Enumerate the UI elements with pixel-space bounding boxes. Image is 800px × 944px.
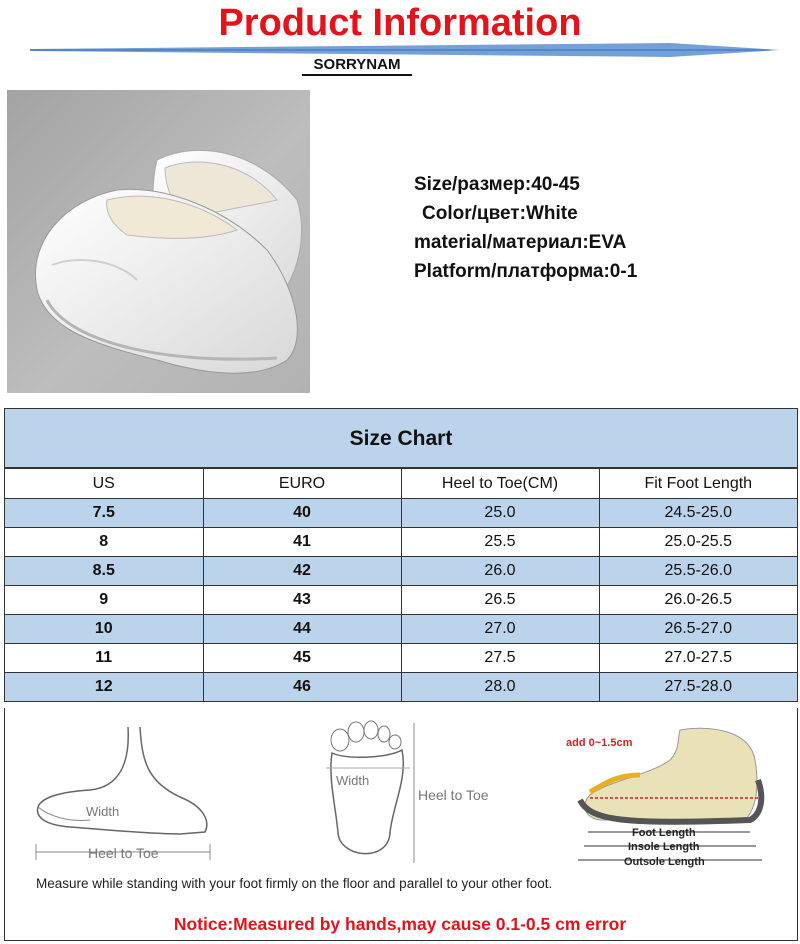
table-cell: 42 [203,557,401,586]
table-row [5,644,797,673]
outsole-length-label: Outsole Length [624,856,705,868]
table-cell: 25.0-25.5 [599,528,797,557]
table-cell: 26.5 [401,586,599,615]
brand-name: SORRYNAM [302,56,412,76]
table-cell: 8.5 [5,557,203,586]
table-row [5,615,797,644]
size-chart [4,408,798,702]
product-photo [7,90,310,393]
notice-text: Notice:Measured by hands,may cause 0.1-0.5 cm error [173,914,627,934]
table-row [5,673,797,702]
top-heel-to-toe-label: Heel to Toe [418,787,489,803]
table-cell: 25.0 [401,499,599,528]
table-cell: 7.5 [5,499,203,528]
column-header: Heel to Toe(CM) [401,469,599,499]
table-cell: 8 [5,528,203,557]
size-chart-title: Size Chart [5,409,797,468]
table-cell: 25.5-26.0 [599,557,797,586]
table-row [5,499,797,528]
table-cell: 45 [203,644,401,673]
table-row [5,528,797,557]
table-cell: 27.5-28.0 [599,673,797,702]
table-cell: 46 [203,673,401,702]
foot-top-view-diagram [318,718,518,868]
side-width-label: Width [86,804,120,819]
size-chart-table [5,468,797,701]
table-cell: 28.0 [401,673,599,702]
page-title: Product Information [218,2,582,44]
foot-side-view-diagram [30,722,220,872]
table-cell: 43 [203,586,401,615]
top-width-label: Width [336,773,370,788]
table-cell: 44 [203,615,401,644]
product-specs [414,170,637,286]
table-header-row [5,469,797,499]
table-cell: 10 [5,615,203,644]
column-header: Fit Foot Length [599,469,797,499]
foot-length-label: Foot Length [632,827,696,839]
spec-size: Size/размер:40-45 [414,174,580,195]
table-row [5,586,797,615]
table-cell: 40 [203,499,401,528]
table-cell: 41 [203,528,401,557]
insole-length-label: Insole Length [628,841,700,853]
shoe-illustration [7,90,310,393]
table-cell: 25.5 [401,528,599,557]
side-heel-to-toe-label: Heel to Toe [88,845,159,861]
table-cell: 27.0-27.5 [599,644,797,673]
table-cell: 27.5 [401,644,599,673]
table-cell: 26.0 [401,557,599,586]
column-header: EURO [203,469,401,499]
table-cell: 9 [5,586,203,615]
add-margin-label: add 0~1.5cm [566,737,633,749]
column-header: US [5,469,203,499]
table-cell: 11 [5,644,203,673]
table-cell: 26.5-27.0 [599,615,797,644]
table-cell: 12 [5,673,203,702]
spec-material: material/материал:EVA [414,232,627,253]
table-cell: 27.0 [401,615,599,644]
measure-instruction: Measure while standing with your foot firmly on the floor and parallel to your other foot. [36,876,553,891]
table-cell: 24.5-25.0 [599,499,797,528]
table-cell: 26.0-26.5 [599,586,797,615]
shoe-length-diagram [560,720,775,870]
table-row [5,557,797,586]
spec-platform: Platform/платформа:0-1 [414,261,638,282]
spec-color: Color/цвет:White [422,203,578,224]
